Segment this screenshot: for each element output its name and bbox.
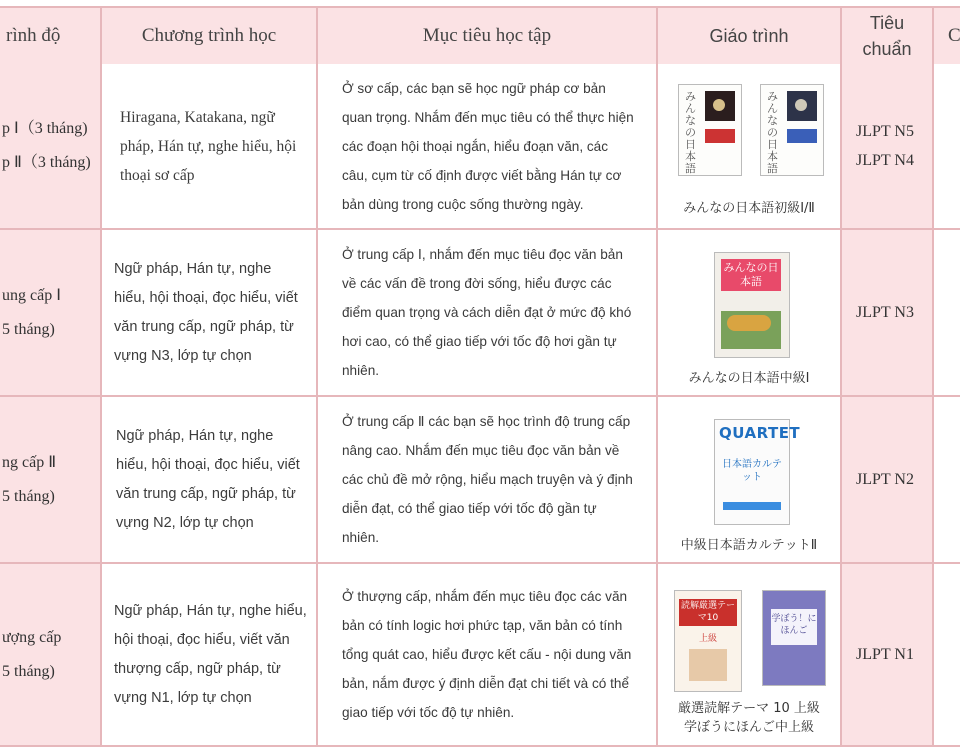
book-theme10-cover (674, 590, 742, 692)
row1-standard-1: JLPT N5 (856, 123, 914, 140)
row2-program (102, 230, 316, 395)
row2-textbook (658, 230, 840, 395)
grid-col5 (932, 6, 934, 747)
header-last (934, 8, 960, 64)
row1-level (0, 64, 100, 228)
row3-level-line1: ng cấp Ⅱ (2, 453, 57, 471)
book-theme10-title: 読解厳選テーマ10 (679, 599, 737, 626)
row2-standard (842, 230, 932, 395)
row1-level-line2: p Ⅱ（3 tháng) (2, 154, 91, 171)
book-quartet-band (723, 502, 781, 510)
row1-program-text: Hiragana, Katakana, ngữ pháp, Hán tự, nghe hiểu, hội thoại sơ cấp (120, 108, 297, 184)
row4-level-line2: 5 tháng) (2, 662, 55, 680)
row3-goal-text: Ở trung cấp Ⅱ các bạn sẽ học trình độ trung cấp nâng cao. Nhắm đến mục tiêu đọc văn bản về các chủ đề mở rộng, hiểu mạch truyện và ý định diễn đạt, có thể giao tiếp với tốc độ gần tự nhiên. (342, 414, 633, 545)
header-level-text: rình độ (6, 25, 61, 46)
row2-book-caption: みんなの日本語中級Ⅰ (688, 371, 810, 386)
header-goal (318, 8, 656, 64)
header-textbook-text: Giáo trình (709, 25, 789, 46)
book-manabou-title: 学ぼう！にほんご (771, 609, 817, 645)
row2-goal (318, 230, 656, 395)
row1-standard (842, 64, 932, 228)
header-standard (842, 8, 932, 64)
book-minna-chukyu-artwork (721, 311, 781, 349)
grid-bottom (0, 745, 960, 747)
row2-level (0, 230, 100, 395)
row4-goal (318, 564, 656, 745)
row3-program (102, 397, 316, 562)
header-program (102, 8, 316, 64)
book-minna-1-cover (678, 84, 742, 176)
header-last-text: C (948, 25, 961, 46)
book-minna-2-artwork (787, 91, 817, 121)
row4-program-text: Ngữ pháp, Hán tự, nghe hiểu, hội thoại, đọc hiểu, viết văn thượng cấp, ngữ pháp, từ vựng N1, lớp tự chọn (114, 602, 307, 706)
row4-textbook (658, 564, 840, 745)
row3-program-text: Ngữ pháp, Hán tự, nghe hiểu, hội thoại, đọc hiểu, viết văn trung cấp, ngữ pháp, từ vựng N2, lớp tự chọn (116, 427, 300, 531)
row2-level-line2: 5 tháng) (2, 320, 55, 338)
row4-goal-text: Ở thượng cấp, nhắm đến mục tiêu đọc các văn bản có tính logic hơi phức tạp, văn bản có tính tổng quát cao, hiểu được kết cấu - nội dung văn bản, nắm được ý định diễn đạt chi tiết và có thể giao tiếp với tốc độ tự nhiên. (342, 589, 632, 720)
row3-level-line2: 5 tháng) (2, 487, 55, 505)
row3-level (0, 397, 100, 562)
grid-top (0, 6, 960, 8)
book-minna-1-artwork (705, 91, 735, 121)
book-theme10-level: 上級 (698, 634, 717, 644)
row4-standard (842, 564, 932, 745)
book-minna-chukyu-title: みんなの日本語 (721, 259, 781, 291)
header-standard-line2: chuẩn (862, 39, 912, 59)
header-program-text: Chương trình học (141, 25, 277, 46)
row4-book-caption-1: 厳選読解テーマ 10 上級 (678, 701, 820, 716)
book-minna-2-band (787, 129, 817, 143)
row1-book-caption: みんなの日本語初級Ⅰ/Ⅱ (683, 201, 815, 216)
row3-goal (318, 397, 656, 562)
book-manabou-cover (762, 590, 826, 686)
row4-book-caption-2: 学ぼうにほんご中上級 (683, 720, 814, 735)
row2-standard-1: JLPT N3 (856, 304, 914, 321)
row1-standard-2: JLPT N4 (856, 152, 914, 169)
row4-standard-1: JLPT N1 (856, 646, 914, 663)
row3-standard (842, 397, 932, 562)
row3-standard-1: JLPT N2 (856, 471, 914, 488)
row1-textbook (658, 64, 840, 228)
row1-goal-text: Ở sơ cấp, các bạn sẽ học ngữ pháp cơ bản quan trọng. Nhắm đến mục tiêu có thể thực hiện các đoạn hội thoại ngắn, hiểu đoạn văn, các câu, cụm từ cố định được viết bằng Hán tự cơ bản dùng trong cuộc sống thường ngày. (342, 80, 634, 212)
book-minna-1-band (705, 129, 735, 143)
book-minna-2-title: みんなの日本語 (767, 90, 778, 175)
row1-level-line1: p Ⅰ（3 tháng) (2, 120, 88, 137)
book-minna-chukyu-cover (714, 252, 790, 358)
book-minna-2-cover (760, 84, 824, 176)
header-standard-line1: Tiêu (869, 13, 905, 33)
row2-program-text: Ngữ pháp, Hán tự, nghe hiểu, hội thoại, đọc hiểu, viết văn trung cấp, ngữ pháp, từ vựng N3, lớp tự chọn (114, 260, 298, 364)
row1-goal (318, 64, 656, 228)
row4-level-line1: ượng cấp (2, 628, 62, 646)
row4-program (102, 564, 316, 745)
row4-level (0, 564, 100, 745)
book-quartet-jp: 日本語カルテット (722, 459, 782, 483)
row2-goal-text: Ở trung cấp Ⅰ, nhắm đến mục tiêu đọc văn bản về các vấn đề trong đời sống, hiểu được các điểm quan trọng và cách diễn đạt ở mức độ khó hơi cao, có thể giao tiếp với tốc độ hơi gần tự nhiên. (342, 247, 632, 378)
header-level (0, 8, 100, 64)
header-textbook (658, 8, 840, 64)
book-quartet-title: QUARTET (719, 424, 801, 442)
row2-level-line1: ung cấp Ⅰ (2, 286, 61, 304)
row3-book-caption: 中級日本語カルテットⅡ (680, 538, 818, 553)
book-theme10-artwork (689, 649, 727, 681)
row1-program (102, 64, 316, 228)
book-minna-1-title: みんなの日本語 (685, 90, 696, 175)
header-goal-text: Mục tiêu học tập (422, 25, 552, 46)
row3-textbook (658, 397, 840, 562)
book-quartet-cover (714, 419, 801, 525)
